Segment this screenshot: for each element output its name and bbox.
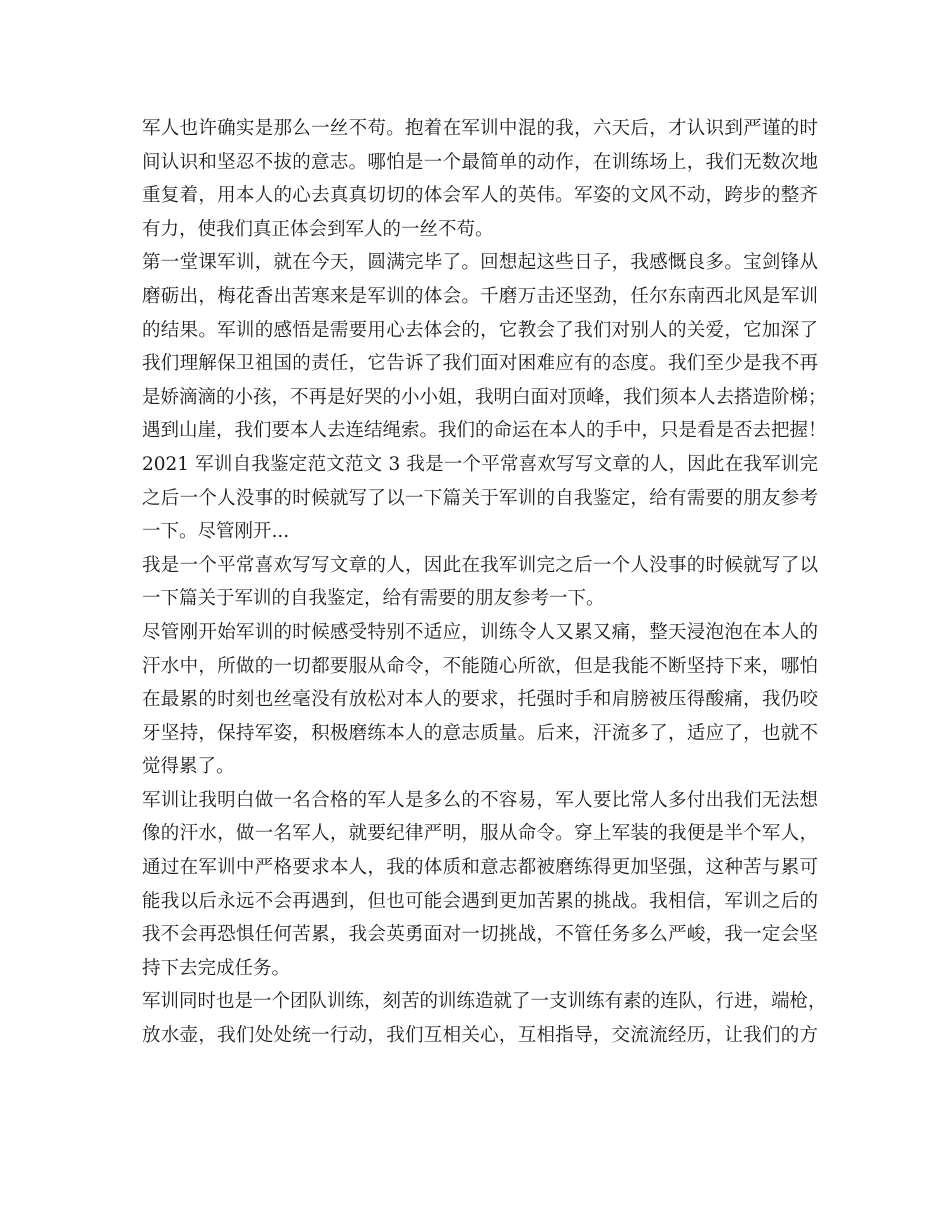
text-line: 我不会再恐惧任何苦累，我会英勇面对一切挑战，不管任务多么严峻，我一定会坚 bbox=[142, 924, 818, 946]
text-line: 重复着，用本人的心去真真切切的体会军人的英伟。军姿的文风不动，跨步的整齐 bbox=[142, 185, 818, 207]
text-line: 我们理解保卫祖国的责任，它告诉了我们面对困难应有的态度。我们至少是我不再 bbox=[142, 353, 818, 375]
text-line: 一下篇关于军训的自我鉴定，给有需要的朋友参考一下。 bbox=[142, 588, 605, 610]
text-line: 能我以后永远不会再遇到，但也可能会遇到更加苦累的挑战。我相信，军训之后的 bbox=[142, 890, 818, 912]
text-line: 汗水中，所做的一切都要服从命令，不能随心所欲，但是我能不断坚持下来，哪怕 bbox=[142, 655, 818, 677]
text-line: 持下去完成任务。 bbox=[142, 957, 291, 979]
text-line: 觉得累了。 bbox=[142, 756, 235, 778]
text-line: 放水壶，我们处处统一行动，我们互相关心，互相指导，交流流经历，让我们的方 bbox=[142, 1025, 818, 1047]
text-line: 我是一个平常喜欢写写文章的人，因此在我军训完之后一个人没事的时候就写了以 bbox=[142, 554, 818, 576]
text-line: 军训让我明白做一名合格的军人是多么的不容易，军人要比常人多付出我们无法想 bbox=[142, 789, 818, 811]
text-line: 一下。尽管刚开... bbox=[142, 521, 290, 543]
text-line: 之后一个人没事的时候就写了以一下篇关于军训的自我鉴定，给有需要的朋友参考 bbox=[142, 487, 818, 509]
text-line: 是娇滴滴的小孩，不再是好哭的小小姐，我明白面对顶峰，我们须本人去搭造阶梯； bbox=[142, 386, 827, 408]
text-line: 尽管刚开始军训的时候感受特别不适应，训练令人又累又痛，整天浸泡泡在本人的 bbox=[142, 621, 818, 643]
text-line: 磨砺出，梅花香出苦寒来是军训的体会。千磨万击还坚劲，任尔东南西北风是军训 bbox=[142, 285, 818, 307]
text-line: 的结果。军训的感悟是需要用心去体会的，它教会了我们对别人的关爱，它加深了 bbox=[142, 319, 818, 341]
text-line: 通过在军训中严格要求本人，我的体质和意志都被磨练得更加坚强，这种苦与累可 bbox=[142, 857, 818, 879]
text-line: 遇到山崖，我们要本人去连结绳索。我们的命运在本人的手中，只是看是否去把握！ bbox=[142, 420, 827, 442]
text-line: 军人也许确实是那么一丝不苟。抱着在军训中混的我，六天后，才认识到严谨的时 bbox=[142, 118, 818, 139]
document-body bbox=[142, 112, 827, 1053]
text-line: 牙坚持，保持军姿，积极磨练本人的意志质量。后来，汗流多了，适应了，也就不 bbox=[142, 722, 818, 744]
text-line: 第一堂课军训，就在今天，圆满完毕了。回想起这些日子，我感慨良多。宝剑锋从 bbox=[142, 252, 818, 274]
text-line: 间认识和坚忍不拔的意志。哪怕是一个最简单的动作，在训练场上，我们无数次地 bbox=[142, 151, 818, 173]
text-line: 在最累的时刻也丝毫没有放松对本人的要求，托强时手和肩膀被压得酸痛，我仍咬 bbox=[142, 689, 818, 711]
text-line: 像的汗水，做一名军人，就要纪律严明，服从命令。穿上军装的我便是半个军人， bbox=[142, 823, 818, 845]
text-line: 军训同时也是一个团队训练，刻苦的训练造就了一支训练有素的连队，行进，端枪， bbox=[142, 991, 827, 1013]
text-line: 2021 军训自我鉴定范文范文 3 我是一个平常喜欢写写文章的人，因此在我军训完 bbox=[142, 453, 818, 475]
text-line: 有力，使我们真正体会到军人的一丝不苟。 bbox=[142, 218, 494, 240]
